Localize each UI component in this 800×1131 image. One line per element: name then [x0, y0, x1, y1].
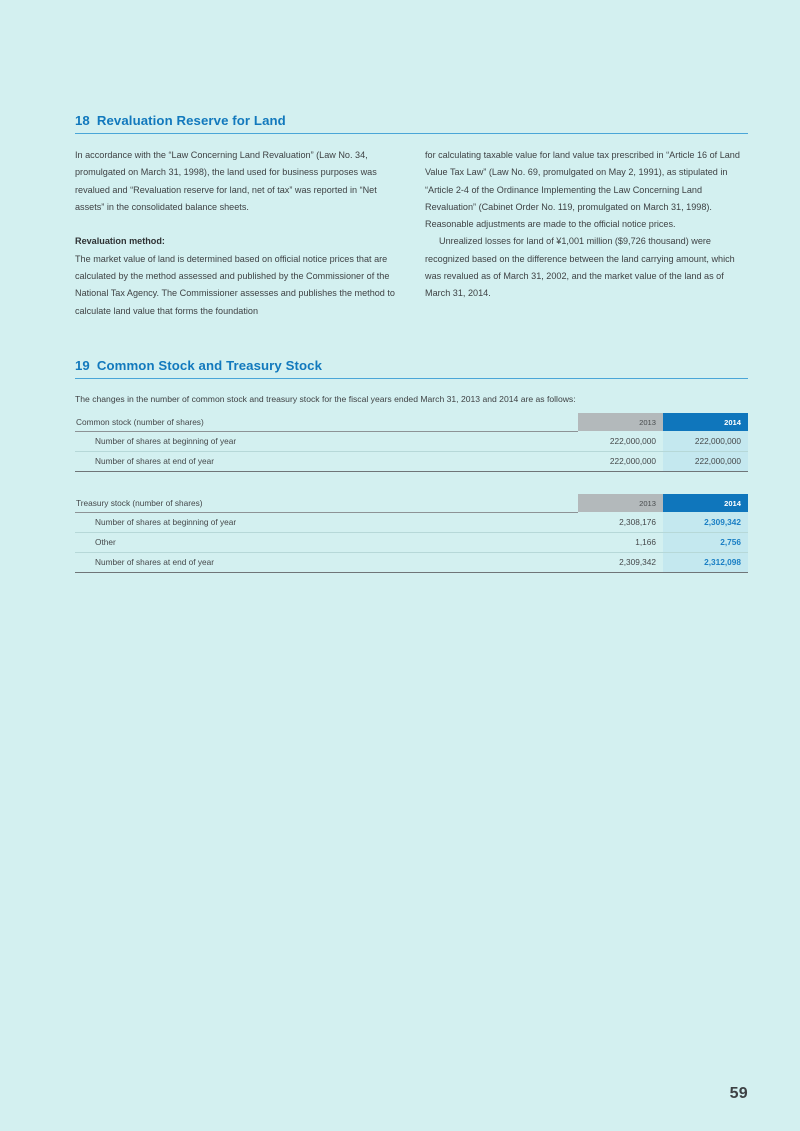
row-value-2014: 2,312,098: [663, 552, 748, 572]
row-label: Number of shares at beginning of year: [75, 512, 578, 532]
row-value-2014: 2,309,342: [663, 512, 748, 532]
paragraph-revaluation-method: [75, 233, 397, 319]
section-18-right-column: [425, 147, 747, 320]
row-label: Number of shares at end of year: [75, 552, 578, 572]
page-content: [75, 0, 748, 573]
section-18-heading: [75, 113, 748, 134]
table-row: [75, 431, 748, 451]
row-value-2014: 2,756: [663, 532, 748, 552]
treasury-stock-table: [75, 494, 748, 573]
common-stock-header-label: Common stock (number of shares): [75, 413, 578, 432]
table-row: [75, 552, 748, 572]
table-row: [75, 532, 748, 552]
top-spacer: [75, 0, 748, 113]
treasury-stock-header-label: Treasury stock (number of shares): [75, 494, 578, 513]
paragraph-unrealized-losses: Unrealized losses for land of ¥1,001 million ($9,726 thousand) were recognized based on the difference between the land carrying amount, which was revalued as of March 31, 2002, and the market value of the land as of March 31, 2014.: [425, 236, 735, 299]
paragraph-law-revaluation: In accordance with the “Law Concerning Land Revaluation” (Law No. 34, promulgated on March 31, 1998), the land used for business purposes was revalued and “Revaluation reserve for land, net of tax” was reported in “Net assets” in the consolidated balance sheets.: [75, 150, 377, 212]
row-value-2014: 222,000,000: [663, 451, 748, 471]
row-value-2013: 222,000,000: [578, 451, 663, 471]
table-header-row: [75, 494, 748, 513]
row-value-2013: 2,309,342: [578, 552, 663, 572]
paragraph-taxable-value: for calculating taxable value for land value tax prescribed in “Article 16 of Land Value Tax Law” (Law No. 69, promulgated on May 2, 1991), as stipulated in “Article 2-4 of the Ordinance Implementing the Law Concerning Land Revaluation” (Cabinet Order No. 119, promulgated on March 31, 1998). Reasonable adjustments are made to the official notice prices.: [425, 150, 740, 230]
page-number: 59: [729, 1085, 748, 1102]
common-stock-header-2013: 2013: [578, 413, 663, 432]
section-18-columns: [75, 147, 748, 320]
treasury-stock-header-2013: 2013: [578, 494, 663, 513]
row-value-2014: 222,000,000: [663, 431, 748, 451]
table-row: [75, 451, 748, 471]
section-19-heading: [75, 358, 748, 379]
revaluation-method-label: Revaluation method:: [75, 236, 165, 247]
row-value-2013: 2,308,176: [578, 512, 663, 532]
table-header-row: [75, 413, 748, 432]
common-stock-header-2014: 2014: [663, 413, 748, 432]
row-label: Number of shares at beginning of year: [75, 431, 578, 451]
row-value-2013: 1,166: [578, 532, 663, 552]
row-value-2013: 222,000,000: [578, 431, 663, 451]
row-label: Other: [75, 532, 578, 552]
row-label: Number of shares at end of year: [75, 451, 578, 471]
table-row: [75, 512, 748, 532]
revaluation-method-text: The market value of land is determined based on official notice prices that are calculated by the method assessed and published by the Commissioner of the National Tax Agency. The Commissioner assesses and publishes the method to calculate land value that forms the foundation: [75, 253, 395, 316]
section-19-intro: The changes in the number of common stock and treasury stock for the fiscal years ended March 31, 2013 and 2014 are as follows:: [75, 393, 576, 404]
section-18-number: 18: [75, 113, 90, 128]
section-19-title: Common Stock and Treasury Stock: [96, 357, 323, 373]
section-gap: [75, 320, 748, 358]
section-19-number: 19: [75, 357, 90, 373]
common-stock-table: [75, 413, 748, 472]
section-18-left-column: [75, 147, 397, 320]
treasury-stock-header-2014: 2014: [663, 494, 748, 513]
section-18-title: Revaluation Reserve for Land: [96, 113, 286, 128]
